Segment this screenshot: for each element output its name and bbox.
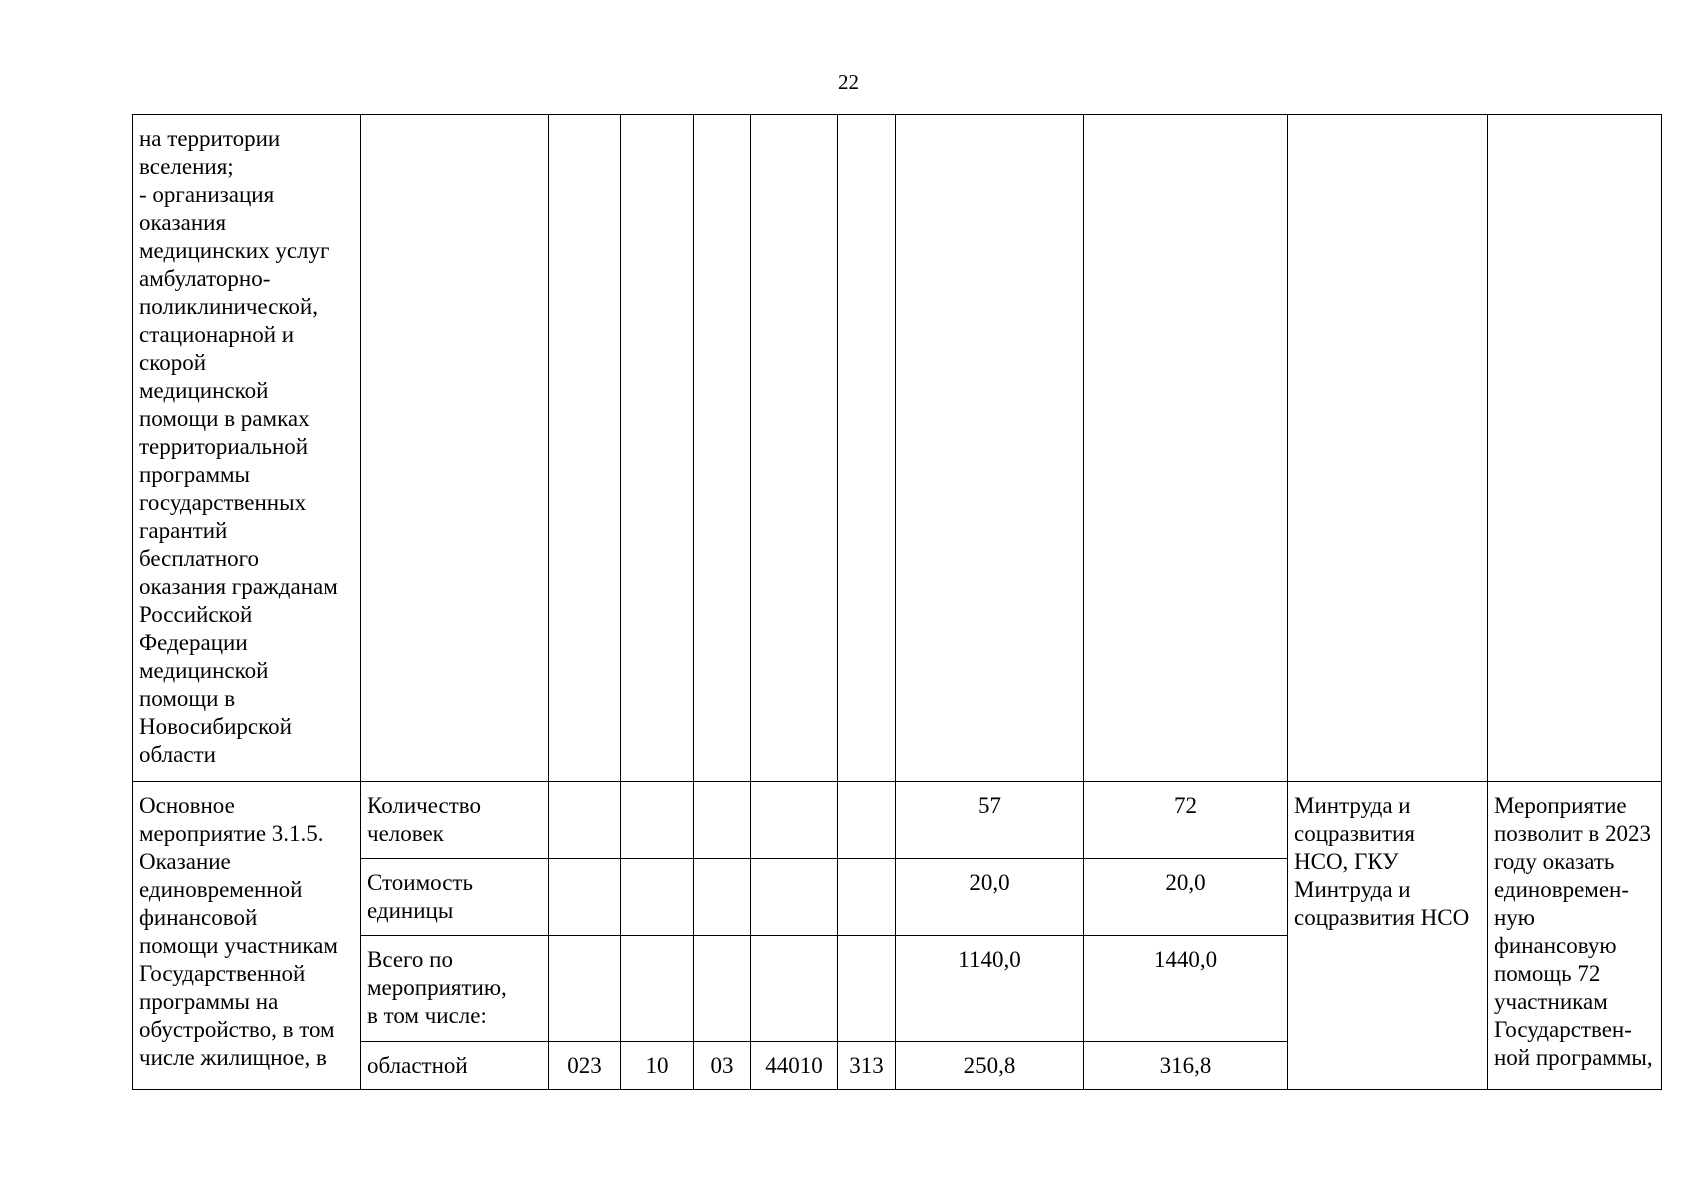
grbs-cell: 023 [549, 1042, 621, 1090]
value-2-cell: 72 [1084, 782, 1288, 859]
value-2-cell: 316,8 [1084, 1042, 1288, 1090]
pr-cell [694, 859, 751, 936]
executor-cell: Минтруда и соцразвития НСО, ГКУ Минтруда и соцразвития НСО [1288, 782, 1488, 1090]
indicator-label-cell: областной [361, 1042, 549, 1090]
vr-cell: 313 [838, 1042, 896, 1090]
csr-cell [751, 859, 838, 936]
pr-cell [694, 782, 751, 859]
empty-cell [621, 115, 694, 782]
indicator-label-cell: Количество человек [361, 782, 549, 859]
value-1-cell: 20,0 [896, 859, 1084, 936]
grbs-cell [549, 782, 621, 859]
empty-cell [361, 115, 549, 782]
pr-cell [694, 936, 751, 1042]
vr-cell [838, 782, 896, 859]
csr-cell: 44010 [751, 1042, 838, 1090]
empty-cell [896, 115, 1084, 782]
empty-cell [838, 115, 896, 782]
expected-result-cell: Мероприятие позволит в 2023 году оказать единовремен- ную финансовую помощь 72 участникам Государствен- ной программы, [1488, 782, 1662, 1090]
event-title-cell: Основное мероприятие 3.1.5. Оказание единовременной финансовой помощи участникам Государственной программы на обустройство, в том числе жилищное, в [133, 782, 361, 1090]
vr-cell [838, 859, 896, 936]
empty-cell [1288, 115, 1488, 782]
rz-cell [621, 859, 694, 936]
grbs-cell [549, 859, 621, 936]
empty-cell [694, 115, 751, 782]
program-table [132, 114, 1662, 1090]
csr-cell [751, 936, 838, 1042]
event-description-cell: на территории вселения; - организация оказания медицинских услуг амбулаторно- поликлинической, стационарной и скорой медицинской помощи в рамках территориальной программы государственных гарантий бесплатного оказания гражданам Российской Федерации медицинской помощи в Новосибирской области [133, 115, 361, 782]
empty-cell [751, 115, 838, 782]
rz-cell: 10 [621, 1042, 694, 1090]
value-1-cell: 1140,0 [896, 936, 1084, 1042]
table-row [133, 782, 1662, 859]
pr-cell: 03 [694, 1042, 751, 1090]
empty-cell [549, 115, 621, 782]
value-2-cell: 1440,0 [1084, 936, 1288, 1042]
empty-cell [1488, 115, 1662, 782]
value-1-cell: 57 [896, 782, 1084, 859]
rz-cell [621, 782, 694, 859]
value-1-cell: 250,8 [896, 1042, 1084, 1090]
indicator-label-cell: Стоимость единицы [361, 859, 549, 936]
vr-cell [838, 936, 896, 1042]
table-row [133, 115, 1662, 782]
rz-cell [621, 936, 694, 1042]
indicator-label-cell: Всего по мероприятию, в том числе: [361, 936, 549, 1042]
empty-cell [1084, 115, 1288, 782]
page-number: 22 [838, 70, 859, 94]
value-2-cell: 20,0 [1084, 859, 1288, 936]
csr-cell [751, 782, 838, 859]
grbs-cell [549, 936, 621, 1042]
